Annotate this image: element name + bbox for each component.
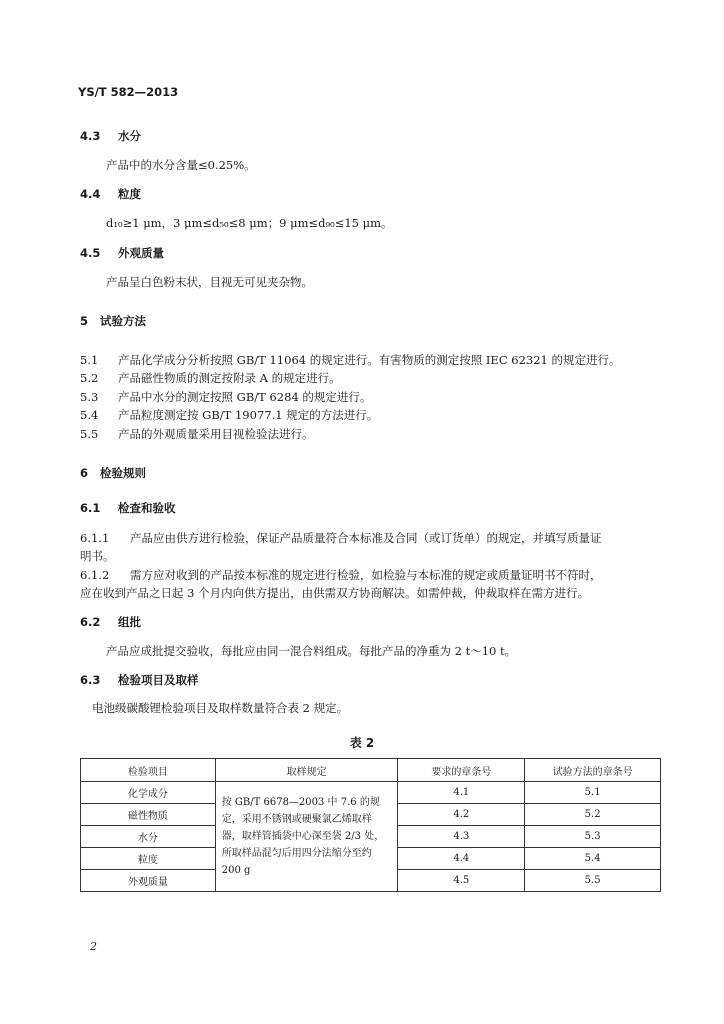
section-number: 6 — [80, 466, 89, 480]
item-cell: 粒度 — [81, 848, 216, 870]
req-cell: 4.5 — [398, 870, 525, 892]
clause-text: 产品粒度测定按 GB/T 19077.1 规定的方法进行。 — [118, 408, 379, 422]
section-4-4-body: d₁₀≥1 μm，3 μm≤d₅₀≤8 μm；9 μm≤d₉₀≤15 μm。 — [106, 216, 393, 230]
clause-text: 产品化学成分分析按照 GB/T 11064 的规定进行。有害物质的测定按照 IEC 62321 的规定进行。 — [118, 353, 621, 367]
table-header-row — [81, 759, 661, 782]
section-6-1-heading — [80, 500, 176, 516]
section-title: 检验项目及取样 — [118, 673, 199, 687]
section-number: 6.3 — [80, 673, 101, 687]
req-cell: 4.4 — [398, 848, 525, 870]
clause-5-5 — [80, 426, 314, 442]
item-cell: 化学成分 — [81, 782, 216, 804]
section-4-5-heading — [80, 245, 164, 261]
req-cell: 4.1 — [398, 782, 525, 804]
section-title: 检查和验收 — [118, 501, 176, 515]
section-number: 6.2 — [80, 615, 101, 629]
clause-6-1-2-line2: 应在收到产品之日起 3 个月内向供方提出，由供需双方协商解决。如需仲裁，仲裁取样在需方进行。 — [80, 586, 590, 600]
clause-text: 需方应对收到的产品按本标准的规定进行检验，如检验与本标准的规定或质量证明书不符时， — [130, 568, 602, 582]
section-6-heading — [80, 465, 146, 481]
clause-6-1-1-line1 — [80, 530, 602, 546]
section-6-2-heading — [80, 614, 141, 630]
clause-5-3 — [80, 389, 371, 405]
clause-text: 产品中水分的测定按照 GB/T 6284 的规定进行。 — [118, 390, 372, 404]
clause-number: 5.3 — [80, 390, 99, 404]
section-number: 4.5 — [80, 246, 101, 260]
section-title: 水分 — [118, 129, 141, 143]
section-number: 4.3 — [80, 129, 101, 143]
header-cell: 取样规定 — [215, 759, 398, 782]
clause-6-1-1-line2: 明书。 — [80, 549, 115, 563]
section-number: 4.4 — [80, 187, 101, 201]
section-6-2-body: 产品应成批提交验收，每批应由同一混合料组成。每批产品的净重为 2 t～10 t。 — [106, 644, 517, 658]
method-cell: 5.1 — [525, 782, 661, 804]
clause-text: 产品应由供方进行检验，保证产品质量符合本标准及合同（或订货单）的规定，并填写质量证 — [130, 531, 602, 545]
section-6-3-body: 电池级碳酸锂检验项目及取样数量符合表 2 规定。 — [92, 701, 349, 715]
sampling-rule-cell: 按 GB/T 6678—2003 中 7.6 的规定，采用不锈钢或硬聚氯乙烯取样器，取样管插袋中心深至袋 2/3 处，所取样品混匀后用四分法缩分至约 200 g — [215, 782, 398, 892]
method-cell: 5.3 — [525, 826, 661, 848]
section-number: 5 — [80, 314, 89, 328]
clause-number: 6.1.1 — [80, 531, 110, 545]
clause-number: 5.5 — [80, 427, 99, 441]
section-title: 组批 — [118, 615, 141, 629]
header-cell: 试验方法的章条号 — [525, 759, 661, 782]
clause-number: 5.1 — [80, 353, 99, 367]
clause-6-1-2-line1 — [80, 567, 602, 583]
clause-number: 5.2 — [80, 371, 99, 385]
item-cell: 磁性物质 — [81, 804, 216, 826]
section-number: 6.1 — [80, 501, 101, 515]
item-cell: 水分 — [81, 826, 216, 848]
clause-text: 产品的外观质量采用目视检验法进行。 — [118, 427, 314, 441]
section-5-heading — [80, 313, 146, 329]
header-cell: 检验项目 — [81, 759, 216, 782]
table-row — [81, 782, 661, 804]
header-cell: 要求的章条号 — [398, 759, 525, 782]
section-4-3-body: 产品中的水分含量≤0.25%。 — [106, 158, 256, 172]
req-cell: 4.2 — [398, 804, 525, 826]
section-6-3-heading — [80, 672, 199, 688]
section-title: 粒度 — [118, 187, 141, 201]
req-cell: 4.3 — [398, 826, 525, 848]
inspection-table — [80, 758, 661, 892]
section-title: 检验规则 — [100, 466, 146, 480]
clause-number: 6.1.2 — [80, 568, 110, 582]
clause-5-2 — [80, 370, 341, 386]
method-cell: 5.4 — [525, 848, 661, 870]
clause-text: 产品磁性物质的测定按附录 A 的规定进行。 — [118, 371, 341, 385]
section-title: 试验方法 — [100, 314, 146, 328]
table-title: 表 2 — [349, 736, 375, 750]
page-number: 2 — [90, 940, 97, 953]
section-4-4-heading — [80, 186, 141, 202]
method-cell: 5.5 — [525, 870, 661, 892]
clause-5-1 — [80, 352, 621, 368]
method-cell: 5.2 — [525, 804, 661, 826]
section-title: 外观质量 — [118, 246, 164, 260]
item-cell: 外观质量 — [81, 870, 216, 892]
standard-header: YS/T 582—2013 — [78, 85, 179, 99]
clause-5-4 — [80, 407, 378, 423]
section-4-5-body: 产品呈白色粉末状，目视无可见夹杂物。 — [106, 275, 313, 289]
section-4-3-heading — [80, 128, 141, 144]
clause-number: 5.4 — [80, 408, 99, 422]
